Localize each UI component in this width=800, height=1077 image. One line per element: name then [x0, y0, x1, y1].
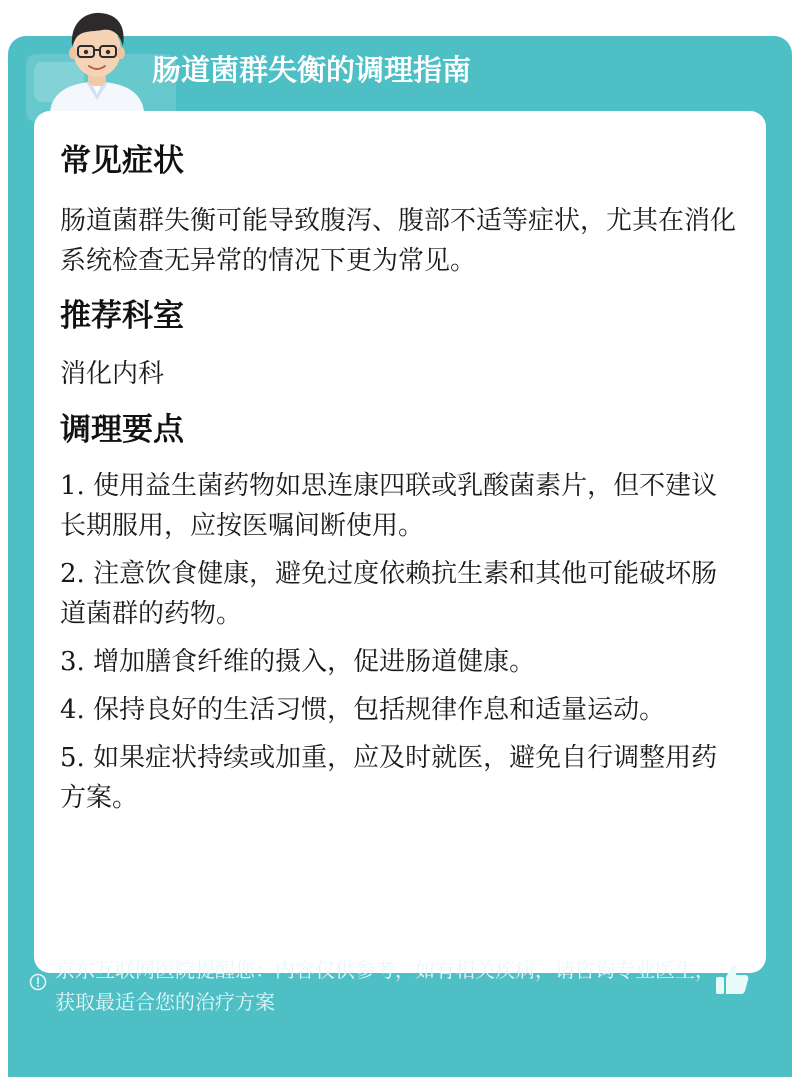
tip-number: 2.	[60, 559, 85, 589]
thumbs-up-icon[interactable]	[712, 960, 752, 1000]
section-title-tips: 调理要点	[60, 412, 184, 448]
info-circle-icon	[29, 973, 47, 991]
list-item	[60, 554, 740, 634]
tip-text: 保持良好的生活习惯，包括规律作息和适量运动。	[93, 695, 666, 725]
disclaimer-text: 京东互联网医院提醒您：内容仅供参考，如有相关疾病，请咨询专业医生，获取最适合您的治疗方案	[55, 958, 715, 1014]
tip-text: 注意饮食健康，避免过度依赖抗生素和其他可能破坏肠道菌群的药物。	[60, 559, 718, 629]
doctor-avatar-icon	[42, 8, 152, 112]
symptoms-text: 肠道菌群失衡可能导致腹泻、腹部不适等症状，尤其在消化系统检查无异常的情况下更为常见。	[60, 206, 737, 276]
list-item	[60, 466, 740, 546]
list-item	[60, 642, 740, 682]
section-title-department: 推荐科室	[60, 298, 184, 334]
department-text: 消化内科	[60, 359, 165, 389]
list-item	[60, 738, 740, 818]
tip-text: 增加膳食纤维的摄入，促进肠道健康。	[93, 647, 536, 677]
tip-text: 使用益生菌药物如思连康四联或乳酸菌素片，但不建议长期服用，应按医嘱间断使用。	[60, 471, 718, 541]
content-panel	[34, 111, 766, 973]
tip-number: 5.	[60, 743, 85, 773]
page-title: 肠道菌群失衡的调理指南	[152, 53, 472, 87]
section-title-symptoms: 常见症状	[60, 143, 184, 179]
list-item	[60, 690, 740, 730]
tip-number: 4.	[60, 695, 85, 725]
tip-number: 1.	[60, 471, 85, 501]
tip-text: 如果症状持续或加重，应及时就医，避免自行调整用药方案。	[60, 743, 718, 813]
tip-number: 3.	[60, 647, 85, 677]
tips-list	[60, 466, 740, 818]
